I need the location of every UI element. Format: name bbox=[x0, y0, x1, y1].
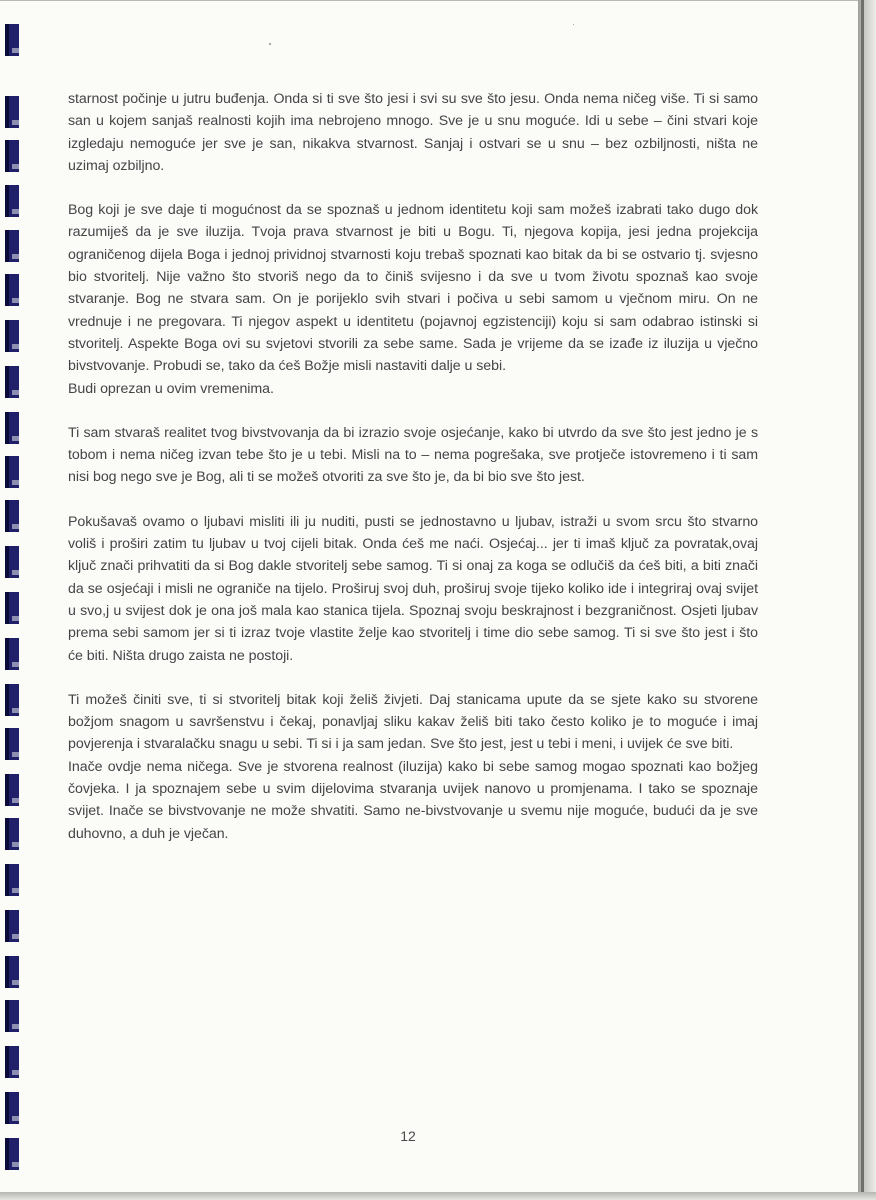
scan-speck bbox=[269, 43, 271, 45]
body-text bbox=[68, 88, 758, 845]
binding-ring bbox=[5, 864, 19, 896]
binding-ring bbox=[5, 684, 19, 716]
paragraph: starnost počinje u jutru buđenja. Onda si ti sve što jesi i svi su sve što jesu. Onda nema ničeg više. Ti si samo san u kojem sanjaš realnosti kojih ima nebrojeno mnogo. Sve je u snu moguće. Idi u sebe – čini stvari koje izgledaju nemoguće jer sve je san, nikakva stvarnost. Sanjaj i ostvari se u snu – bez ozbiljnosti, ništa ne uzimaj ozbiljno. bbox=[68, 91, 758, 174]
page-edge-shadow bbox=[858, 0, 876, 1200]
binding-ring bbox=[5, 320, 19, 352]
paragraph: Bog koji je sve daje ti mogućnost da se spoznaš u jednom identitetu koji sam možeš izabrati tako dugo dok razumiješ da je sve iluzija. Tvoja prava stvarnost je biti u Bogu. Ti, njegova kopija, jesi jedna projekcija ograničenog dijela Boga i jednoj prividnoj stvarnosti koju trebaš spoznati kao bitak da bi se ostvario tj. svjesno bio stvoritelj. Nije važno što stvoriš nego da to činiš svijesno i da sve u tvom životu spoznaš kao svoje stvaranje. Bog ne stvara sam. On je porijeklo svih stvari i počiva u sebi samom u vječnom miru. On ne vrednuje i ne pregovara. Ti njegov aspekt u identitetu (pojavnoj egzistenciji) koju si sam odabrao istinski si stvoritelj. Aspekte Boga ovi su svjetovi stvorili za sebe same. Sada je vrijeme da se izađe iz iluzija u vječno bivstvovanje. Probudi se, tako da ćeš Božje misli nastaviti dalje u sebi. Budi oprezan u ovim vremenima. bbox=[68, 202, 758, 397]
binding-ring bbox=[5, 366, 19, 398]
binding-ring bbox=[5, 592, 19, 624]
spiral-binding bbox=[0, 0, 22, 1192]
binding-ring bbox=[5, 140, 19, 172]
binding-ring bbox=[5, 96, 19, 128]
binding-ring bbox=[5, 774, 19, 806]
paragraph: Pokušavaš ovamo o ljubavi misliti ili ju nuditi, pusti se jednostavno u ljubav, istraži u svom srcu što stvarno voliš i proširi zatim tu ljubav u tvoj cijeli bitak. Onda ćeš me naći. Osjećaj... jer ti imaš ključ za povratak,ovaj ključ znači prihvatiti da si Bog dakle stvoritelj sebe samog. Ti si onaj za koga se odlučiš da ćeš biti, a biti znači da se osjećaji i misli ne ograniče na tijelo. Proširuj svoj duh, proširuj svoje tijeko koliko ide i integriraj ovaj svijet u svo,j u svijest dok je ona još mala kao stanica tijela. Spoznaj svoju beskrajnost i bezgraničnost. Osjeti ljubav prema sebi samom jer si ti izraz tvoje vlastite želje kao stvoritelj i time dio sebe samog. Ti si sve što jest i što će biti. Ništa drugo zaista ne postoji. bbox=[68, 513, 758, 664]
binding-ring bbox=[5, 1000, 19, 1032]
page-top-edge bbox=[0, 0, 858, 1]
page-number: 12 bbox=[400, 1128, 416, 1144]
binding-ring bbox=[5, 956, 19, 988]
binding-ring bbox=[5, 1138, 19, 1170]
paragraph: Ti sam stvaraš realitet tvog bivstvovanja da bi izrazio svoje osjećanje, kako bi utvrdo da sve što jest jedno je s tobom i nema ničeg izvan tebe što je u tebi. Misli na to – nema pogrešaka, sve protječe istovremeno i ti sam nisi bog nego sve je Bog, ali ti se možeš otvoriti za sve što je, da bi bio sve što jest. bbox=[68, 424, 758, 486]
binding-ring bbox=[5, 456, 19, 488]
binding-ring bbox=[5, 24, 19, 56]
binding-ring bbox=[5, 1046, 19, 1078]
binding-ring bbox=[5, 230, 19, 262]
binding-ring bbox=[5, 500, 19, 532]
binding-ring bbox=[5, 274, 19, 306]
binding-ring bbox=[5, 185, 19, 217]
binding-ring bbox=[5, 546, 19, 578]
page-bottom-shadow bbox=[0, 1192, 876, 1200]
binding-ring bbox=[5, 412, 19, 444]
scan-speck bbox=[573, 24, 574, 25]
binding-ring bbox=[5, 1092, 19, 1124]
binding-ring bbox=[5, 818, 19, 850]
binding-ring bbox=[5, 638, 19, 670]
paragraph: Ti možeš činiti sve, ti si stvoritelj bitak koji želiš živjeti. Daj stanicama upute da se sjete kako su stvorene božjom snagom u savršenstvu i čekaj, ponavljaj sliku kakav želiš biti tako često koliko je to moguće i imaj povjerenja i stvaralačku snagu u sebi. Ti si i ja sam jedan. Sve što jest, jest u tebi i meni, i uvijek će sve biti. Inače ovdje nema ničega. Sve je stvorena realnost (iluzija) kako bi sebe samog mogao spoznati kao božjeg čovjeka. I ja spoznajem sebe u svim dijelovima stvaranja uvijek nanovo u promjenama. I tako se spoznaje svijet. Inače se bivstvovanje ne može shvatiti. Samo ne-bivstvovanje u svemu nije moguće, budući da je sve duhovno, a duh je vječan. bbox=[68, 691, 758, 842]
binding-ring bbox=[5, 728, 19, 760]
binding-ring bbox=[5, 910, 19, 942]
